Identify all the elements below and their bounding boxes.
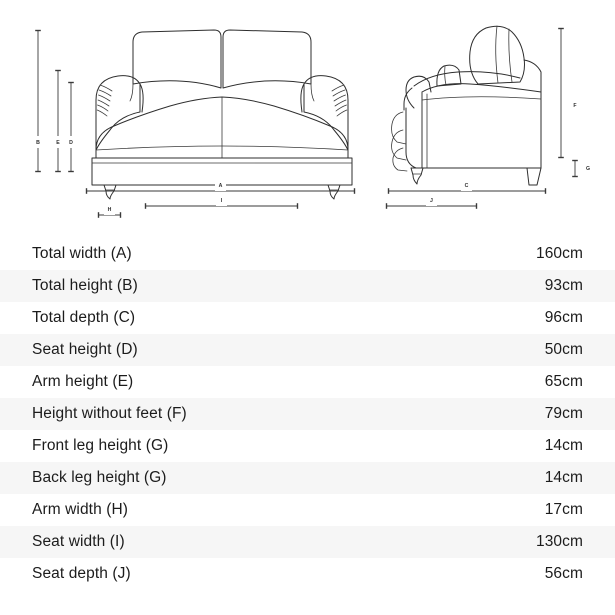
table-row <box>0 366 615 398</box>
table-row <box>0 494 615 526</box>
dimension-label-h: H <box>107 207 112 213</box>
dimension-value: 93cm <box>544 277 583 294</box>
dimension-name: Total height (B) <box>32 277 138 294</box>
table-row <box>0 302 615 334</box>
sofa-side-view <box>392 26 541 185</box>
dimension-value: 65cm <box>544 373 583 390</box>
dimension-name: Total depth (C) <box>32 309 136 326</box>
dimension-line-e <box>53 70 63 172</box>
dimension-label-i: I <box>220 198 223 204</box>
dimension-line-a <box>86 180 355 194</box>
dimension-line-f <box>558 28 581 158</box>
dimension-value: 79cm <box>544 405 583 422</box>
dimension-value: 50cm <box>544 341 583 358</box>
dimension-name: Arm width (H) <box>32 501 129 518</box>
dimension-value: 14cm <box>544 469 583 486</box>
dimension-line-c <box>388 180 546 194</box>
dimension-label-d: D <box>69 140 73 146</box>
dimension-label-g: G <box>585 166 591 172</box>
dimension-label-j: J <box>430 198 433 204</box>
table-row <box>0 398 615 430</box>
dimension-name: Total width (A) <box>32 245 132 262</box>
dimension-name: Seat width (I) <box>32 533 125 550</box>
dimension-line-h <box>98 204 121 218</box>
dimension-name: Seat height (D) <box>32 341 138 358</box>
dimension-line-d <box>66 82 76 172</box>
dimensions-table <box>0 238 615 590</box>
dimension-name: Height without feet (F) <box>32 405 187 422</box>
dimension-name: Front leg height (G) <box>32 437 169 454</box>
dimension-value: 17cm <box>544 501 583 518</box>
dimension-value: 96cm <box>544 309 583 326</box>
table-row <box>0 558 615 590</box>
dimension-label-f: F <box>573 103 577 109</box>
dimension-line-g <box>572 160 594 177</box>
diagram-svg <box>0 0 615 232</box>
table-row <box>0 334 615 366</box>
sofa-front-view <box>92 30 352 199</box>
dimension-value: 56cm <box>544 565 583 582</box>
dimension-value: 130cm <box>535 533 583 550</box>
dimension-label-b: B <box>36 140 40 146</box>
table-row <box>0 270 615 302</box>
dimension-name: Arm height (E) <box>32 373 134 390</box>
dimension-line-j <box>386 195 477 209</box>
table-row <box>0 526 615 558</box>
dimension-line-i <box>145 195 298 209</box>
dimension-name: Seat depth (J) <box>32 565 131 582</box>
table-row <box>0 238 615 270</box>
dimension-value: 14cm <box>544 437 583 454</box>
dimension-label-e: E <box>56 140 60 146</box>
dimension-diagram <box>0 0 615 232</box>
table-row <box>0 462 615 494</box>
dimension-value: 160cm <box>535 245 583 262</box>
table-row <box>0 430 615 462</box>
dimension-line-b <box>33 30 43 172</box>
dimension-name: Back leg height (G) <box>32 469 167 486</box>
dimension-label-c: C <box>464 183 469 189</box>
dimension-label-a: A <box>218 183 223 189</box>
